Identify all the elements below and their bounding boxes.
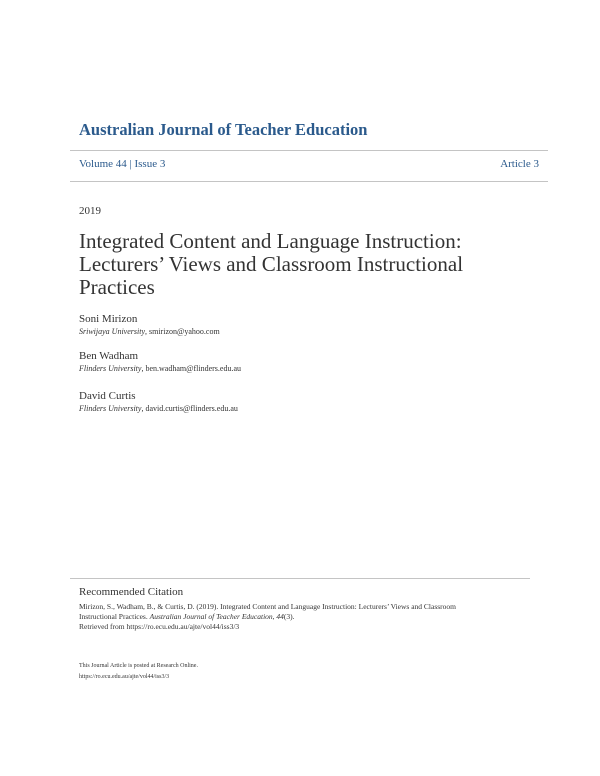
footer-posted-text: This Journal Article is posted at Research Online. [79, 663, 198, 669]
author-name: David Curtis [79, 390, 136, 402]
article-number-link[interactable]: Article 3 [500, 158, 539, 170]
article-title: Integrated Content and Language Instruction: Lecturers’ Views and Classroom Instructional Practices [79, 229, 464, 299]
citation-url[interactable]: Retrieved from https://ro.ecu.edu.au/ajte/vol44/iss3/3 [79, 622, 240, 631]
publication-year: 2019 [79, 205, 101, 217]
author-affiliation [79, 403, 238, 415]
author-affiliation [79, 326, 220, 338]
author-name: Soni Mirizon [79, 313, 138, 325]
citation-line-1: Mirizon, S., Wadham, B., & Curtis, D. (2019). Integrated Content and Language Instruction: Lecturers’ Views and Classroom [79, 602, 456, 611]
author-3 [79, 389, 238, 415]
citation-journal: Australian Journal of Teacher Education, 44 [149, 612, 284, 621]
author-1 [79, 312, 220, 338]
volume-issue-separator: | [129, 158, 132, 170]
issue-link[interactable]: Issue 3 [134, 158, 166, 170]
author-email: , smirizon@yahoo.com [145, 327, 220, 336]
section-divider [70, 578, 530, 579]
recommended-citation-text [79, 602, 519, 632]
citation-line-2-text: Instructional Practices. [79, 612, 150, 621]
author-email: , david.curtis@flinders.edu.au [141, 404, 238, 413]
author-email: , ben.wadham@flinders.edu.au [141, 364, 241, 373]
affiliation-institution: Flinders University [79, 404, 142, 413]
footer-url[interactable]: https://ro.ecu.edu.au/ajte/vol44/iss3/3 [79, 674, 170, 680]
footer-note [79, 661, 198, 683]
issue-bar [70, 150, 548, 182]
journal-title[interactable]: Australian Journal of Teacher Education [79, 120, 368, 139]
author-affiliation [79, 363, 241, 375]
author-name: Ben Wadham [79, 350, 139, 362]
recommended-citation-heading: Recommended Citation [79, 586, 184, 598]
affiliation-institution: Sriwijaya University [79, 327, 145, 336]
citation-line-2 [79, 612, 519, 622]
volume-issue [79, 158, 165, 170]
affiliation-institution: Flinders University [79, 364, 142, 373]
author-2 [79, 349, 241, 375]
volume-link[interactable]: Volume 44 [79, 158, 127, 170]
citation-issue: (3). [283, 612, 295, 621]
